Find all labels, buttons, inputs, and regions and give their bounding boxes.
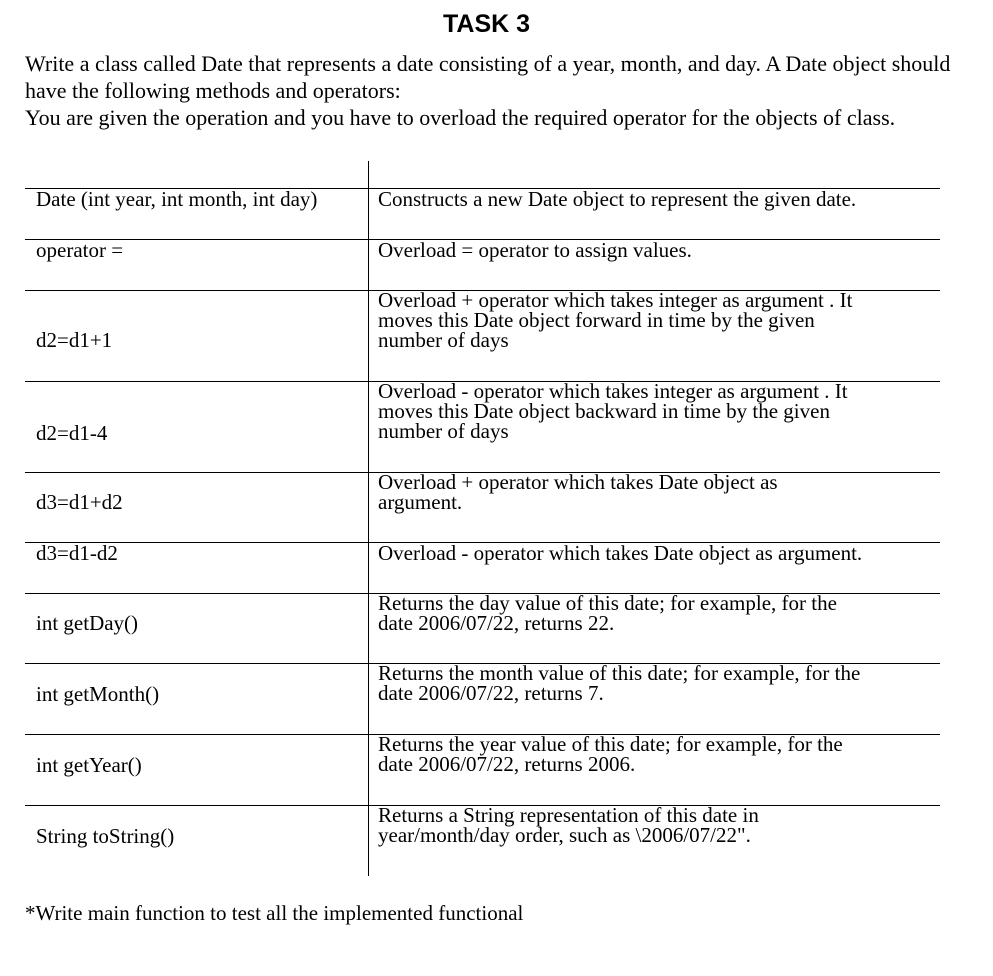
description-line: moves this Date object backward in time by the given	[378, 399, 830, 423]
task-title: TASK 3	[442, 10, 531, 38]
method-signature: Date (int year, int month, int day)	[36, 187, 318, 211]
method-description	[378, 472, 938, 512]
method-description	[378, 593, 938, 633]
description-line: Overload + operator which takes Date object as	[378, 470, 778, 494]
description-paragraph-2: You are given the operation and you have to overload the required operator for the objects of class.	[25, 105, 896, 130]
description-line: argument.	[378, 490, 463, 514]
method-signature: d3=d1-d2	[36, 541, 118, 565]
column-divider	[368, 161, 369, 876]
method-signature: int getDay()	[36, 611, 139, 635]
description-line: date 2006/07/22, returns 7.	[378, 681, 604, 705]
method-signature: int getYear()	[36, 753, 142, 777]
description-line: moves this Date object forward in time by the given	[378, 308, 815, 332]
description-line: Returns the year value of this date; for example, for the	[378, 732, 843, 756]
method-description: Overload = operator to assign values.	[378, 238, 692, 262]
method-signature: String toString()	[36, 824, 175, 848]
task-description	[25, 50, 955, 131]
description-line: Overload + operator which takes integer as argument . It	[378, 288, 853, 312]
method-signature: d2=d1-4	[36, 421, 108, 445]
method-signature: d2=d1+1	[36, 328, 113, 352]
method-description	[378, 290, 938, 350]
description-line: Returns the month value of this date; for example, for the	[378, 661, 861, 685]
method-signature: int getMonth()	[36, 682, 160, 706]
description-line: Returns a String representation of this date in	[378, 803, 759, 827]
description-line: number of days	[378, 419, 509, 443]
method-signature: d3=d1+d2	[36, 490, 123, 514]
method-description	[378, 663, 938, 703]
description-line: year/month/day order, such as \2006/07/22".	[378, 823, 751, 847]
footer-note: *Write main function to test all the implemented functional	[25, 901, 524, 925]
description-line: date 2006/07/22, returns 2006.	[378, 752, 636, 776]
method-description	[378, 381, 938, 441]
method-description: Overload - operator which takes Date object as argument.	[378, 541, 863, 565]
method-description	[378, 805, 938, 845]
description-line: Overload - operator which takes integer as argument . It	[378, 379, 848, 403]
description-line: date 2006/07/22, returns 22.	[378, 611, 615, 635]
description-paragraph-1: Write a class called Date that represents a date consisting of a year, month, and day. A Date object should have the following methods and operators:	[25, 51, 951, 103]
method-description: Constructs a new Date object to represent the given date.	[378, 187, 857, 211]
description-line: number of days	[378, 328, 509, 352]
method-description	[378, 734, 938, 774]
description-line: Returns the day value of this date; for example, for the	[378, 591, 837, 615]
method-signature: operator =	[36, 238, 124, 262]
